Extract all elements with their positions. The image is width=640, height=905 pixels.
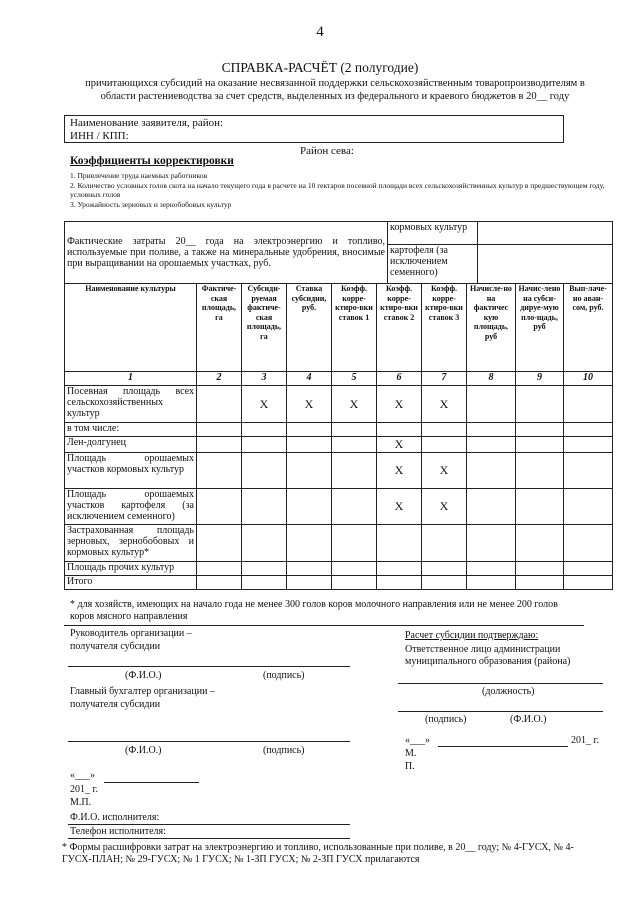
table-row — [65, 386, 613, 423]
col-number: 7 — [422, 372, 467, 386]
col-number: 2 — [197, 372, 242, 386]
table-cell — [332, 453, 377, 489]
costs-text: Фактические затраты 20__ года на электроэнергию и топливо, используемые при поливе, а также на минеральные удобрения, вносимые при выращивании на орошаемых участках, руб. — [65, 222, 388, 284]
col-header-10: Вып-лаче-но аван-сом, руб. — [564, 284, 613, 372]
table-cell — [332, 489, 377, 525]
table-cell: X — [377, 453, 422, 489]
col-number: 8 — [467, 372, 516, 386]
col-header-9: Начис-лено на субси-дируе-мую пло-щадь, руб — [516, 284, 564, 372]
table-cell — [467, 576, 516, 590]
table-cell — [467, 453, 516, 489]
col-number: 6 — [377, 372, 422, 386]
table-cell — [197, 576, 242, 590]
table-row — [65, 437, 613, 453]
table-cell — [422, 423, 467, 437]
date-line — [104, 782, 199, 783]
table-cell — [197, 562, 242, 576]
col-header-8: Начисле-но на фактичес кую площадь, руб — [467, 284, 516, 372]
executor-fio-line — [68, 824, 350, 825]
col-number: 10 — [564, 372, 613, 386]
table-cell: X — [377, 489, 422, 525]
table-cell — [516, 489, 564, 525]
col-number: 5 — [332, 372, 377, 386]
accountant-label: Главный бухгалтер организации – — [70, 686, 215, 697]
position-caption: (должность) — [482, 686, 535, 697]
header-row — [65, 284, 613, 372]
table-cell — [287, 423, 332, 437]
row-label: Посевная площадь всех сельскохозяйственных культур — [65, 386, 197, 423]
table-cell — [242, 423, 287, 437]
table-cell — [377, 562, 422, 576]
date-field: «___» — [405, 735, 430, 746]
table-cell — [197, 437, 242, 453]
coefficients-list — [70, 171, 610, 209]
coefficients-heading: Коэффициенты корректировки — [70, 155, 234, 167]
table-cell — [467, 489, 516, 525]
col-number: 3 — [242, 372, 287, 386]
table-cell: X — [422, 489, 467, 525]
col-header-3: Субсиди-руемая фактиче-ская площадь, га — [242, 284, 287, 372]
feed-crops-label: кормовых культур — [388, 222, 478, 245]
col-header-7: Коэфф. корре-ктиро-вки ставок 3 — [422, 284, 467, 372]
executor-phone-line — [68, 838, 350, 839]
table-cell — [242, 453, 287, 489]
table-cell — [467, 525, 516, 562]
subsidy-table — [64, 283, 613, 590]
signature-line — [68, 741, 350, 742]
coef-item-3: 3. Урожайность зерновых и зернобобовых культур — [70, 199, 232, 209]
row-label: Площадь орошаемых участков кормовых культур — [65, 453, 197, 489]
stamp-m: М. — [405, 748, 417, 759]
table-cell — [287, 437, 332, 453]
potato-value — [478, 245, 613, 284]
table-cell: X — [422, 386, 467, 423]
region-label: Район сева: — [300, 145, 354, 157]
table-cell — [242, 525, 287, 562]
feed-crops-value — [478, 222, 613, 245]
row-label: Застрахованная площадь зерновых, зернобобовых и кормовых культур* — [65, 525, 197, 562]
table-cell — [332, 525, 377, 562]
date-field: «___» — [70, 770, 95, 781]
table-row — [65, 489, 613, 525]
position-line — [398, 683, 603, 684]
year-field: 201_ г. — [70, 784, 98, 795]
applicant-label: Наименование заявителя, район: — [70, 117, 224, 129]
table-cell — [564, 437, 613, 453]
row-label: Площадь прочих культур — [65, 562, 197, 576]
table-cell — [332, 437, 377, 453]
applicant-box — [64, 115, 564, 143]
table-cell — [564, 386, 613, 423]
table-cell: X — [242, 386, 287, 423]
col-header-1: Наименование культуры — [65, 284, 197, 372]
executor-phone-label: Телефон исполнителя: — [70, 826, 166, 837]
col-header-5: Коэфф. корре-ктиро-вки ставок 1 — [332, 284, 377, 372]
table-cell — [564, 525, 613, 562]
table-cell — [467, 437, 516, 453]
table-cell: X — [422, 453, 467, 489]
signature-caption: (подпись) — [263, 670, 305, 681]
coef-item-2: 2. Количество условных голов скота на начало текущего года в расчете на 10 гектаров посевной площади всех сельскохозяйственных культур в предшествующем году, условных голов — [70, 180, 605, 199]
stamp-place: М.П. — [70, 797, 92, 808]
table-cell: X — [332, 386, 377, 423]
col-header-4: Ставка субсидии, руб. — [287, 284, 332, 372]
col-number: 1 — [65, 372, 197, 386]
table-cell — [242, 489, 287, 525]
table-cell — [564, 453, 613, 489]
table-cell — [422, 562, 467, 576]
date-line — [438, 746, 568, 747]
table-cell — [422, 437, 467, 453]
table-cell — [422, 525, 467, 562]
document-subtitle: причитающихся субсидий на оказание несвязанной поддержки сельскохозяйственным товаропроизводителям в области растениеводства за счет средств, выделенных из федерального и краевого бюджетов в 20__ году — [85, 78, 585, 102]
table-cell — [197, 489, 242, 525]
coef-item-1: 1. Привлечение труда наемных работников — [70, 171, 208, 180]
col-header-2: Фактиче-ская площадь, га — [197, 284, 242, 372]
table-cell — [377, 423, 422, 437]
signature-caption: (подпись) — [425, 714, 467, 725]
table-cell — [516, 386, 564, 423]
table-cell — [287, 453, 332, 489]
table-cell — [564, 576, 613, 590]
table-note: * для хозяйств, имеющих на начало года не менее 300 голов коров молочного направления или не менее 200 голов коров мясного направления — [70, 599, 558, 622]
table-cell — [242, 576, 287, 590]
column-number-row — [65, 372, 613, 386]
inn-label: ИНН / КПП: — [70, 130, 129, 142]
table-cell: X — [377, 386, 422, 423]
document-title: СПРАВКА-РАСЧЁТ (2 полугодие) — [221, 60, 419, 75]
table-cell — [422, 576, 467, 590]
table-cell — [377, 525, 422, 562]
table-cell — [516, 562, 564, 576]
table-cell: X — [377, 437, 422, 453]
confirm-label: Расчет субсидии подтверждаю: — [405, 630, 539, 641]
stamp-p: П. — [405, 761, 415, 772]
table-cell — [332, 576, 377, 590]
signature-caption: (подпись) — [263, 745, 305, 756]
fio-caption: (Ф.И.О.) — [125, 745, 162, 756]
table-row — [65, 453, 613, 489]
note-underline — [64, 625, 584, 626]
table-row — [65, 525, 613, 562]
signature-line — [68, 666, 350, 667]
year-field: 201_ г. — [571, 735, 599, 746]
table-cell — [197, 386, 242, 423]
table-cell — [516, 525, 564, 562]
table-cell — [564, 423, 613, 437]
table-cell — [516, 437, 564, 453]
table-cell — [332, 423, 377, 437]
accountant-label-2: получателя субсидии — [70, 699, 161, 710]
table-cell — [197, 453, 242, 489]
table-cell — [287, 562, 332, 576]
table-cell — [564, 489, 613, 525]
table-row — [65, 562, 613, 576]
official-label: Ответственное лицо администрации муниципального образования (района) — [405, 644, 571, 667]
table-cell — [242, 437, 287, 453]
col-header-6: Коэфф. корре-ктиро-вки ставок 2 — [377, 284, 422, 372]
table-cell — [287, 525, 332, 562]
table-cell — [242, 562, 287, 576]
head-label: Руководитель организации – — [70, 628, 192, 639]
table-cell — [467, 386, 516, 423]
col-number: 4 — [287, 372, 332, 386]
table-cell: X — [287, 386, 332, 423]
row-label: Итого — [65, 576, 197, 590]
table-cell — [516, 453, 564, 489]
table-cell — [287, 489, 332, 525]
row-label: Лен-долгунец — [65, 437, 197, 453]
table-cell — [197, 423, 242, 437]
table-cell — [332, 562, 377, 576]
executor-fio-label: Ф.И.О. исполнителя: — [70, 812, 160, 823]
table-cell — [564, 562, 613, 576]
table-row — [65, 423, 613, 437]
table-cell — [467, 423, 516, 437]
potato-label: картофеля (за исключением семенного) — [388, 245, 478, 284]
table-cell — [197, 525, 242, 562]
table-cell — [377, 576, 422, 590]
table-cell — [516, 423, 564, 437]
table-cell — [516, 576, 564, 590]
fio-caption: (Ф.И.О.) — [125, 670, 162, 681]
table-cell — [467, 562, 516, 576]
footer-note: * Формы расшифровки затрат на электроэнергию и топливо, использованные при поливе, в 20__ году; № 4-ГУСХ, № 4-ГУСХ-ПЛАН; № 29-ГУСХ; № 1 ГУСХ; № 1-ЗП ГУСХ; № 2-ЗП ГУСХ прилагаются — [62, 842, 574, 865]
row-label: в том числе: — [65, 423, 197, 437]
signature-line — [398, 711, 603, 712]
fio-caption: (Ф.И.О.) — [510, 714, 547, 725]
page-number: 4 — [316, 24, 324, 40]
col-number: 9 — [516, 372, 564, 386]
costs-table — [64, 221, 613, 284]
head-label-2: получателя субсидии — [70, 641, 161, 652]
table-row — [65, 576, 613, 590]
table-cell — [287, 576, 332, 590]
row-label: Площадь орошаемых участков картофеля (за исключением семенного) — [65, 489, 197, 525]
